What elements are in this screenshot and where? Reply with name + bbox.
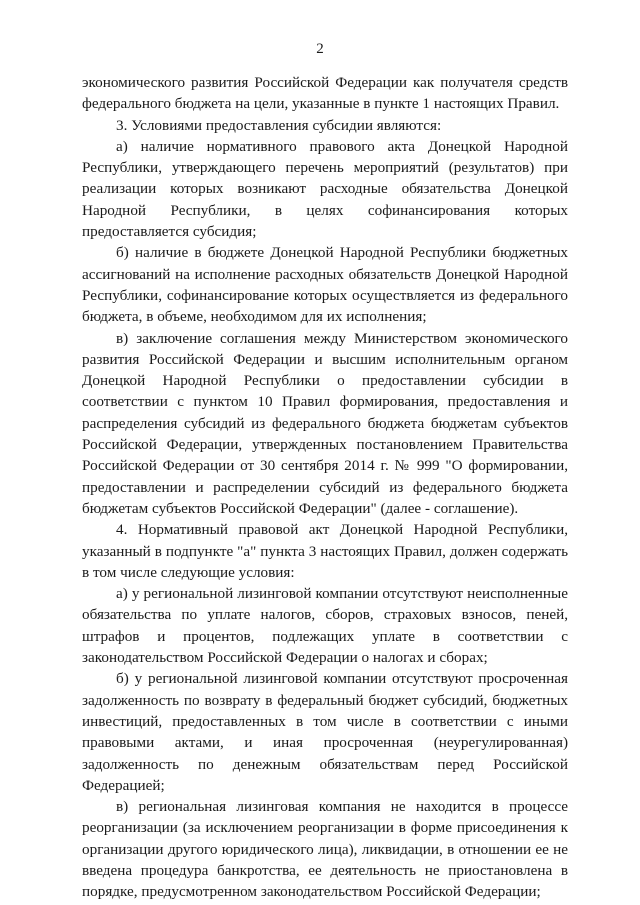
paragraph-clause-3v: в) заключение соглашения между Министерством экономического развития Российской Федерации и высшим исполнительным органом Донецкой Народной Республики о предоставлении субсидии в соответствии с пунктом 10 Правил формирования, предоставления и распределения субсидий из федерального бюджета бюджетам субъектов Российской Федерации, утвержденных постановлением Правительства Российской Федерации от 30 сентября 2014 г. № 999 "О формировании, предоставлении и распределении субсидий из федерального бюджета бюджетам субъектов Российской Федерации" (далее - соглашение). <box>82 329 568 517</box>
page-number: 2 <box>316 41 324 57</box>
document-body <box>82 72 568 903</box>
paragraph-clause-4b: б) у региональной лизинговой компании отсутствуют просроченная задолженность по возврату в федеральный бюджет субсидий, бюджетных инвестиций, предоставленных в том числе в соответствии с иными правовыми актами, и иная просроченная (неурегулированная) задолженность по денежным обязательствам перед Российской Федерацией; <box>82 670 568 794</box>
paragraph-clause-4a: а) у региональной лизинговой компании отсутствуют неисполненные обязательства по уплате налогов, сборов, страховых взносов, пеней, штрафов и процентов, подлежащих уплате в соответствии с законодательством Российской Федерации о налогах и сборах; <box>82 585 568 667</box>
paragraph-clause-3a: а) наличие нормативного правового акта Донецкой Народной Республики, утверждающего перечень мероприятий (результатов) при реализации которых возникают расходные обязательства Донецкой Народной Республики, в целях софинансирования которых предоставляется субсидия; <box>82 137 568 241</box>
paragraph-clause-3: 3. Условиями предоставления субсидии являются: <box>116 116 442 134</box>
paragraph-clause-4v: в) региональная лизинговая компания не находится в процессе реорганизации (за исключением реорганизации в форме присоединения к организации другого юридического лица), ликвидации, в отношении ее не введена процедура банкротства, ее деятельность не приостановлена в порядке, предусмотренном законодательством Российской Федерации; <box>82 798 568 901</box>
paragraph-clause-3b: б) наличие в бюджете Донецкой Народной Республики бюджетных ассигнований на исполнение расходных обязательств Донецкой Народной Республики, софинансирование которых осуществляется из федерального бюджета, в объеме, необходимом для их исполнения; <box>82 244 568 326</box>
paragraph-continuation: экономического развития Российской Федерации как получателя средств федерального бюджета на цели, указанные в пункте 1 настоящих Правил. <box>82 74 568 113</box>
paragraph-clause-4: 4. Нормативный правовой акт Донецкой Народной Республики, указанный в подпункте "а" пункта 3 настоящих Правил, должен содержать в том числе следующие условия: <box>82 521 568 581</box>
